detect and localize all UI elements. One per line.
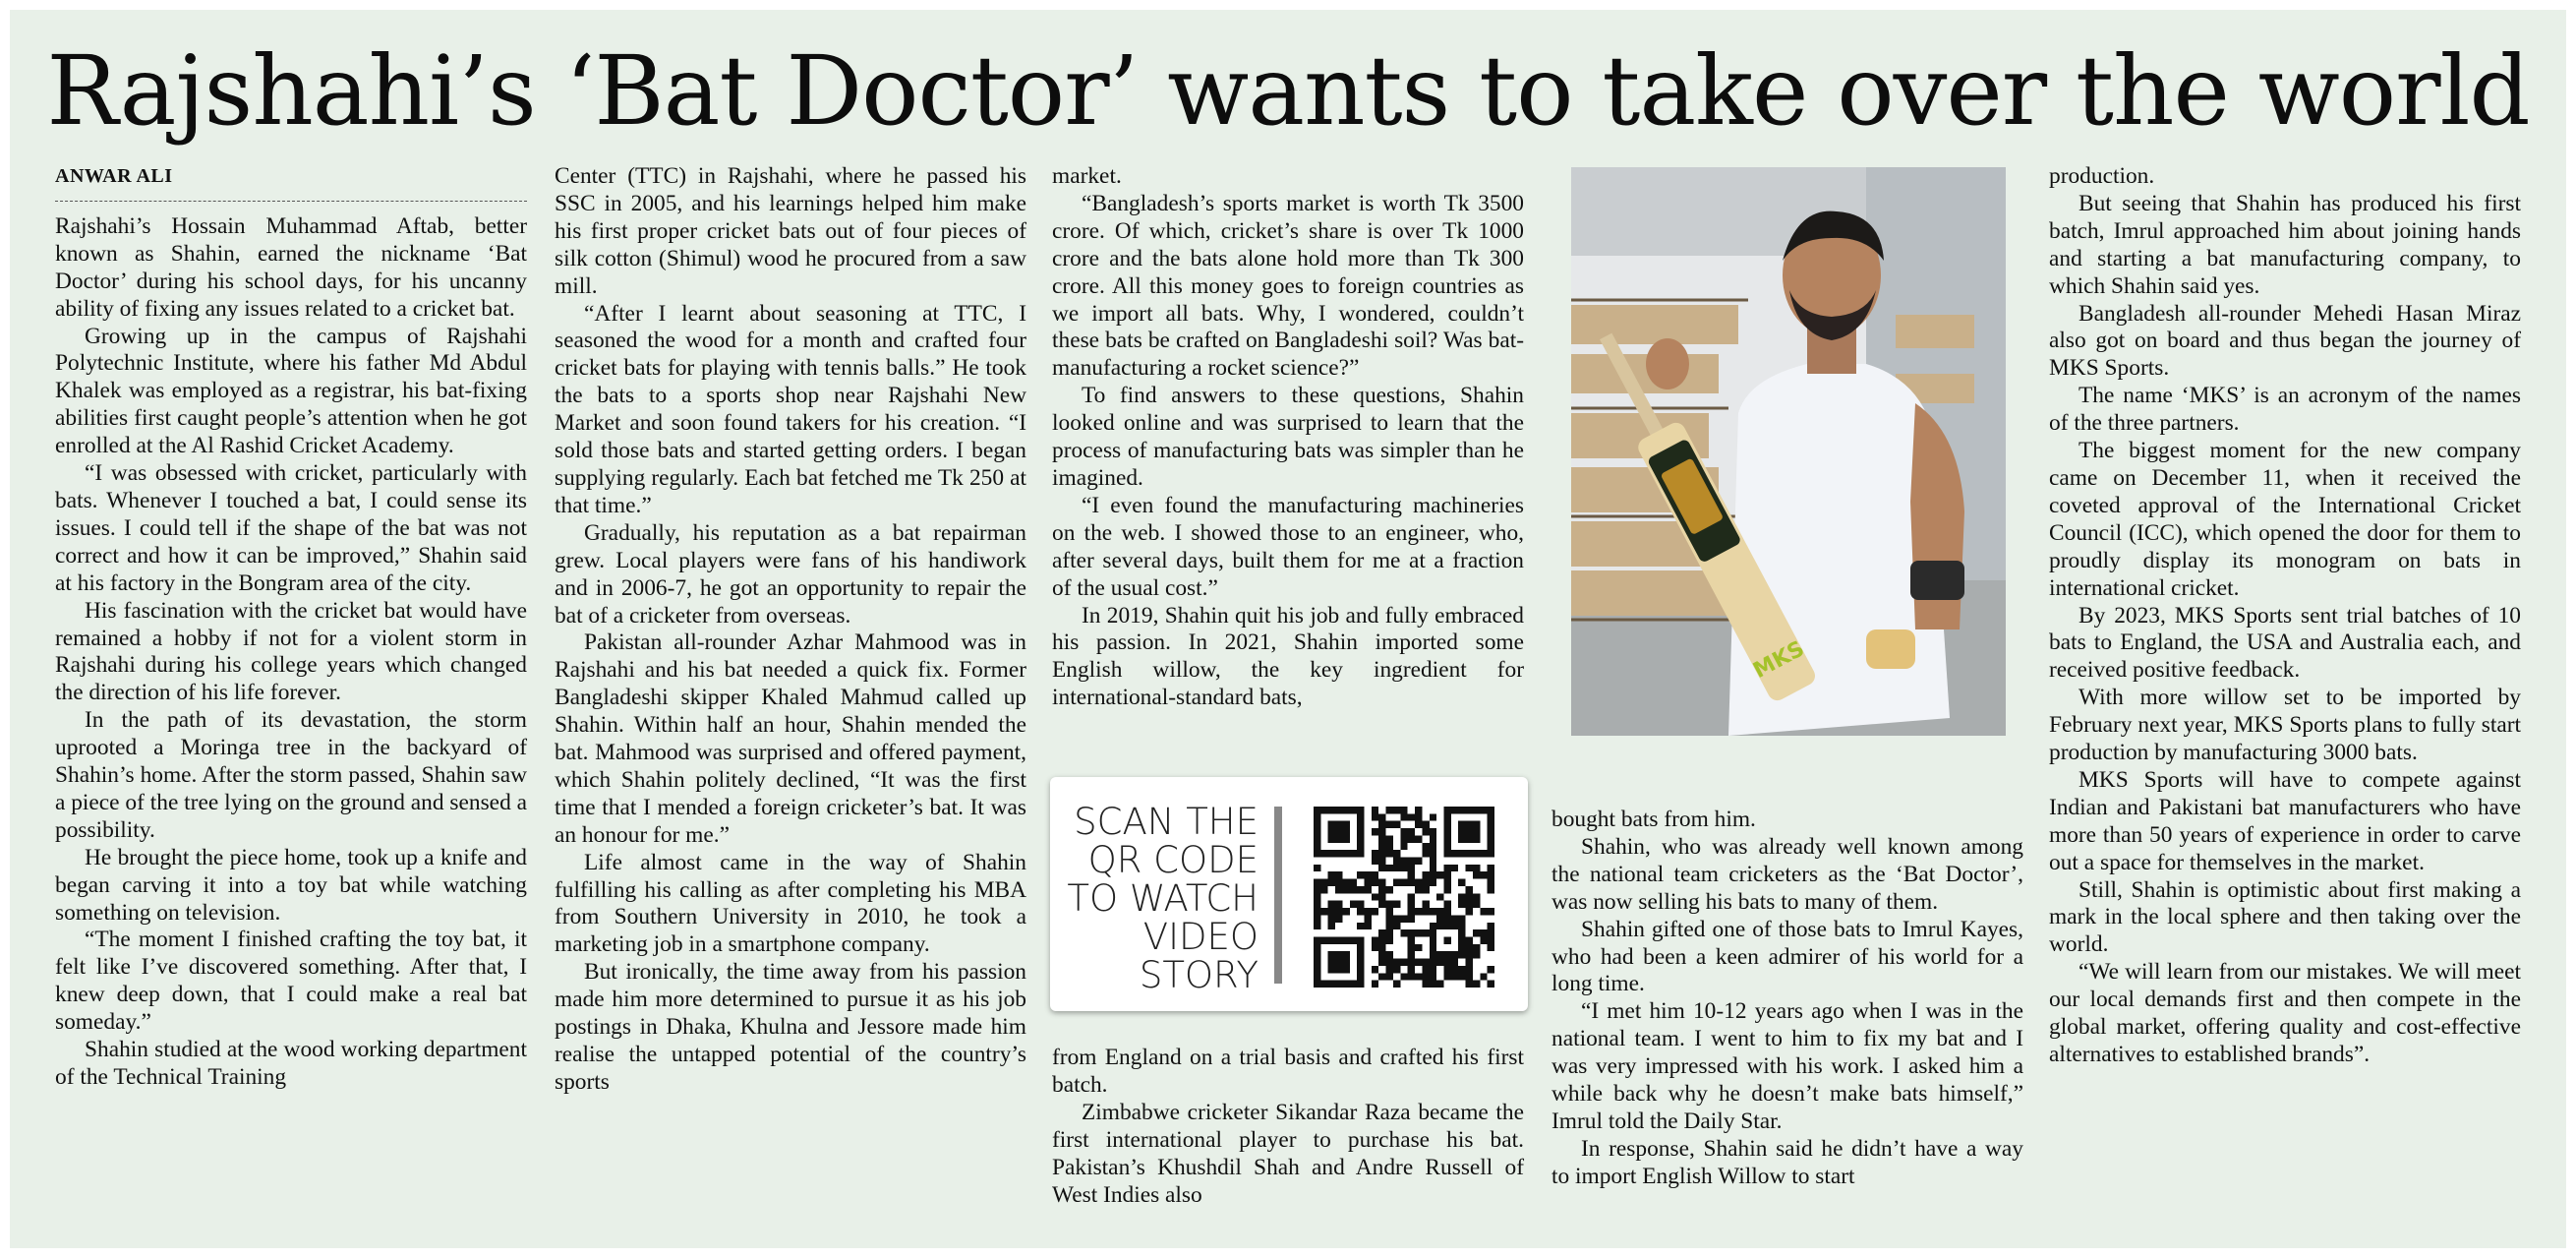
- paragraph: Growing up in the campus of Rajshahi Polytechnic Institute, where his father Md Abdul Khalek was employed as a registrar, his bat-fixing abilities first caught people’s attention when he got enrolled at the Al Rashid Cricket Academy.: [55, 323, 527, 459]
- paragraph: Rajshahi’s Hossain Muhammad Aftab, better known as Shahin, earned the nickname ‘Bat Doctor’ during his school days, for his uncanny ability of fixing any issues related to a cricket bat.: [55, 212, 527, 322]
- paragraph: In response, Shahin said he didn’t have a way to import English Willow to start: [1551, 1135, 2023, 1189]
- paragraph: “I met him 10-12 years ago when I was in the national team. I went to him to fix my bat and I was very impressed with his work. I asked him a while back why he doesn’t make bats himself,” Imrul told the Daily Star.: [1551, 998, 2023, 1134]
- article-column-3-continued: [1052, 1045, 1524, 1209]
- qr-caption-line: SCAN THE: [1074, 801, 1259, 843]
- byline: ANWAR ALI: [55, 163, 527, 202]
- paragraph: Center (TTC) in Rajshahi, where he passed his SSC in 2005, and his learnings helped him make his first proper cricket bats out of four pieces of silk cotton (Shimul) wood he procured from a saw mill.: [555, 163, 1026, 299]
- paragraph: The biggest moment for the new company came on December 11, when it received the coveted approval of the International Cricket Council (ICC), which opened the door for them to proudly display its monogram on bats in international cricket.: [2049, 438, 2521, 601]
- paragraph: But seeing that Shahin has produced his first batch, Imrul approached him about joining hands and starting a bat manufacturing company, to which Shahin said yes.: [2049, 190, 2521, 299]
- paragraph: from England on a trial basis and crafted his first batch.: [1052, 1045, 1524, 1098]
- newspaper-page: [10, 10, 2566, 1248]
- qr-caption-line: TO WATCH: [1067, 877, 1259, 920]
- paragraph: To find answers to these questions, Shahin looked online and was surprised to learn that the process of manufacturing bats was simpler than he imagined.: [1052, 383, 1524, 491]
- shahin-photo: [1571, 167, 2006, 736]
- paragraph: Still, Shahin is optimistic about first making a mark in the local sphere and then taking over the world.: [2049, 876, 2521, 958]
- qr-caption: [1050, 803, 1259, 994]
- paragraph: In 2019, Shahin quit his job and fully embraced his passion. In 2021, Shahin imported some English willow, the key ingredient for international-standard bats,: [1052, 602, 1524, 711]
- paragraph: “I was obsessed with cricket, particularly with bats. Whenever I touched a bat, I could sense its issues. I could tell if the shape of the bat was not correct and how it can be improved,” Shahin said at his factory in the Bongram area of the city.: [55, 460, 527, 596]
- paragraph: “We will learn from our mistakes. We will meet our local demands first and then compete in the global market, offering quality and cost-effective alternatives to established brands”.: [2049, 959, 2521, 1067]
- paragraph: Life almost came in the way of Shahin fulfilling his calling as after completing his MBA from Southern University in 2010, he took a marketing job in a smartphone company.: [555, 849, 1026, 958]
- paragraph: With more willow set to be imported by February next year, MKS Sports plans to fully start production by manufacturing 3000 bats.: [2049, 685, 2521, 766]
- qr-caption-line: STORY: [1139, 954, 1259, 996]
- paragraph: “The moment I finished crafting the toy bat, it felt like I’ve discovered something. After that, I knew deep down, that I could make a real bat someday.”: [55, 927, 527, 1036]
- qr-caption-line: VIDEO: [1142, 916, 1259, 958]
- headline: Rajshahi’s ‘Bat Doctor’ wants to take over the world: [46, 35, 2530, 147]
- bat-logo: MKS: [1749, 636, 1809, 685]
- paragraph: “I even found the manufacturing machineries on the web. I showed those to an engineer, who, after several days, built them for me at a fraction of the usual cost.”: [1052, 492, 1524, 601]
- paragraph: He brought the piece home, took up a knife and began carving it into a toy bat while watching something on television.: [55, 844, 527, 926]
- paragraph: bought bats from him.: [1551, 807, 1756, 832]
- paragraph: In the path of its devastation, the storm uprooted a Moringa tree in the backyard of Shahin’s home. After the storm passed, Shahin saw a piece of the tree lying on the ground and sensed a possibility.: [55, 707, 527, 843]
- paragraph: By 2023, MKS Sports sent trial batches of 10 bats to England, the USA and Australia each, and received positive feedback.: [2049, 602, 2521, 684]
- paragraph: Pakistan all-rounder Azhar Mahmood was in Rajshahi and his bat needed a quick fix. Former Bangladeshi skipper Khaled Mahmud called up Shahin. Within half an hour, Shahin mended the bat. Mahmood was surprised and offered payment, which Shahin politely declined, “It was the first time that I mended a foreign cricketer’s bat. It was an honour for me.”: [555, 629, 1026, 848]
- paragraph: MKS Sports will have to compete against Indian and Pakistani bat manufacturers who have more than 50 years of experience in order to carve out a space for themselves in the market.: [2049, 766, 2521, 875]
- paragraph: His fascination with the cricket bat would have remained a hobby if not for a violent storm in Rajshahi during his college years which changed the direction of his life forever.: [55, 597, 527, 706]
- article-column-2: [555, 163, 1026, 1097]
- photo-illustration: [1571, 167, 2006, 736]
- paragraph: production.: [2049, 163, 2155, 189]
- paragraph: Zimbabwe cricketer Sikandar Raza became the first international player to purchase his bat. Pakistan’s Khushdil Shah and Andre Russell of West Indies also: [1052, 1099, 1524, 1208]
- paragraph: Gradually, his reputation as a bat repairman grew. Local players were fans of his handiwork and in 2006-7, he got an opportunity to repair the bat of a cricketer from overseas.: [555, 519, 1026, 629]
- paragraph: But ironically, the time away from his passion made him more determined to pursue it as his job postings in Dhaka, Khulna and Jessore made him realise the untapped potential of the country’s sports: [555, 959, 1026, 1095]
- paragraph: Shahin, who was already well known among the national team cricketers as the ‘Bat Doctor’, was now selling his bats to many of them.: [1551, 833, 2023, 915]
- paragraph: Bangladesh all-rounder Mehedi Hasan Miraz also got on board and thus began the journey of MKS Sports.: [2049, 300, 2521, 382]
- article-column-4: [1551, 807, 2023, 1191]
- paragraph: “Bangladesh’s sports market is worth Tk 3500 crore. Of which, cricket’s share is over Tk 1000 crore and the bats alone hold more than Tk 300 crore. All this money goes to foreign countries as we import all bats. Why, I wondered, couldn’t these bats be crafted on Bangladeshi soil? Was bat-manufacturing a rocket science?”: [1052, 190, 1524, 382]
- qr-divider: [1274, 807, 1282, 984]
- qr-promo-box[interactable]: [1050, 777, 1528, 1011]
- article-column-3: [1052, 163, 1524, 712]
- article-column-5: [2049, 163, 2521, 1069]
- article-column-1: [55, 163, 527, 1092]
- paragraph: Shahin studied at the wood working department of the Technical Training: [55, 1037, 527, 1090]
- paragraph: Shahin gifted one of those bats to Imrul Kayes, who had been a keen admirer of his world for a long time.: [1551, 916, 2023, 997]
- paragraph: The name ‘MKS’ is an acronym of the names of the three partners.: [2049, 383, 2521, 437]
- paragraph: “After I learnt about seasoning at TTC, I seasoned the wood for a month and crafted four cricket bats for playing with tennis balls.” He took the bats to a sports shop near Rajshahi New Market and soon found takers for his creation. “I sold those bats and started getting orders. I began supplying regularly. Each bat fetched me Tk 250 at that time.”: [555, 300, 1026, 518]
- paragraph: market.: [1052, 163, 1122, 189]
- qr-caption-line: QR CODE: [1087, 839, 1259, 881]
- qr-code-icon[interactable]: [1314, 807, 1494, 988]
